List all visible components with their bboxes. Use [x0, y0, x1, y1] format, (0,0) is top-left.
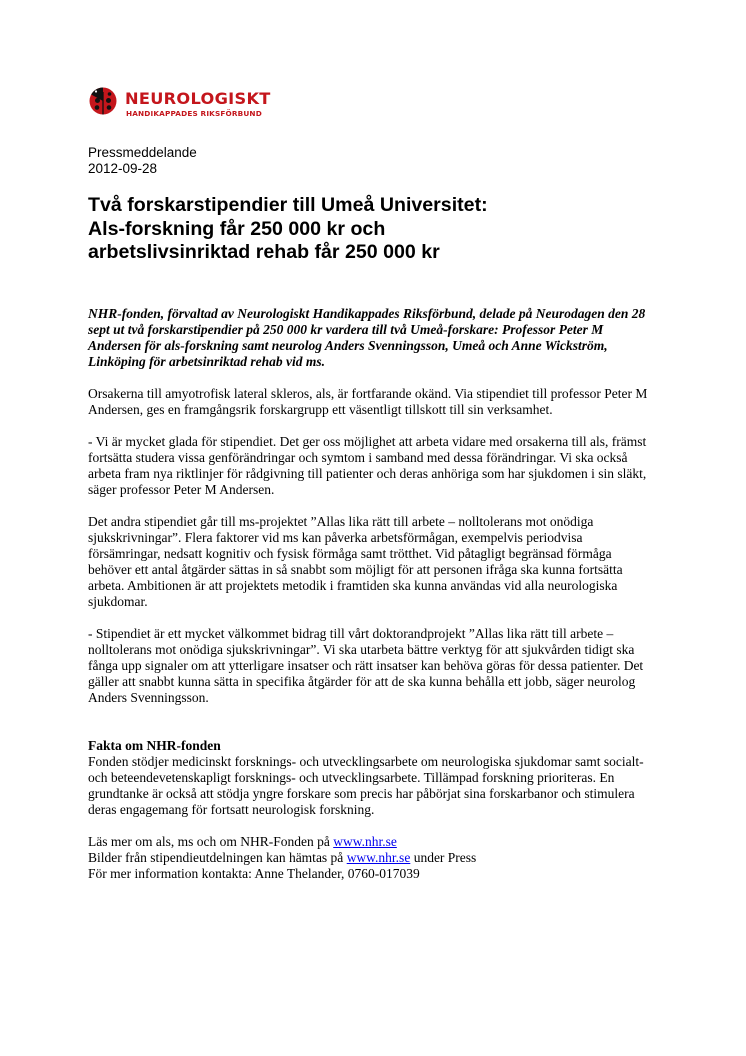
paragraph-ms-project: Det andra stipendiet går till ms-projektet ”Allas lika rätt till arbete – nolltolerans mot onödiga sjukskrivningar”. Flera faktorer vid ms kan påverka arbetsförmågan, exempelvis periodvisa försämringar, nedsatt kognitiv och fysisk förmåga samt trötthet. Vid påtagligt begränsad förmåga behöver ett antal åtgärder sättas in så snabbt som möjligt för att personen ifråga ska kunna fortsätta arbeta. Ambitionen är att projektets metodik i framtiden ska kunna användas vid alla neurologiska sjukdomar. [88, 514, 623, 609]
contact-info [88, 834, 658, 882]
nhr-logo [88, 86, 328, 122]
logo-wordmark: NEUROLOGISKT [125, 89, 271, 108]
document-meta [88, 145, 197, 177]
fakta-heading: Fakta om NHR-fonden [88, 738, 221, 753]
paragraph-andersen-quote: - Vi är mycket glada för stipendiet. Det ger oss möjlighet att arbeta vidare med orsakerna till als, främst fortsätta studera vissa genförändringar och symtom i samband med dessa förändringar. Vi ska också arbeta fram nya riktlinjer för rådgivning till patienter och deras anhöriga som har sjukdomen i sin släkt, säger professor Peter M Andersen. [88, 434, 647, 497]
page-title [88, 194, 648, 265]
title-line-1: Två forskarstipendier till Umeå Universitet: [88, 194, 488, 216]
document-date: 2012-09-28 [88, 161, 158, 176]
read-more-text: Läs mer om als, ms och om NHR-Fonden på [88, 834, 334, 849]
fakta-paragraph: Fonden stödjer medicinskt forsknings- och utvecklingsarbete om neurologiska sjukdomar samt socialt- och beteendevetenskapligt forsknings- och utvecklingsarbete. Tillämpad forskning prioriteras. En grundtanke är också att stödja yngre forskare som precis har påbörjat sina forskarbanor och stimulera deras engagemang för fortsatt neurologisk forskning. [88, 754, 644, 817]
images-text: Bilder från stipendieutdelningen kan hämtas på [88, 850, 347, 865]
title-line-3: arbetslivsinriktad rehab får 250 000 kr [88, 241, 440, 263]
contact-line-read-more [88, 834, 658, 850]
contact-line-person: För mer information kontakta: Anne Thelander, 0760-017039 [88, 866, 420, 881]
contact-line-images [88, 850, 658, 866]
ladybug-icon [88, 86, 118, 116]
paragraph-als-intro: Orsakerna till amyotrofisk lateral skleros, als, är fortfarande okänd. Via stipendiet till professor Peter M Andersen, ges en framgångsrik forskargrupp ett väsentligt tillskott till sin verksamhet. [88, 386, 648, 417]
nhr-press-link[interactable]: www.nhr.se [346, 850, 411, 865]
article-body [88, 306, 658, 882]
document-type: Pressmeddelande [88, 145, 197, 160]
title-line-2: Als-forskning får 250 000 kr och [88, 217, 386, 240]
logo-subtitle: HANDIKAPPADES RIKSFÖRBUND [126, 109, 262, 118]
images-suffix: under Press [410, 850, 477, 865]
nhr-website-link[interactable]: www.nhr.se [333, 834, 397, 849]
paragraph-svenningsson-quote: - Stipendiet är ett mycket välkommet bidrag till vårt doktorandprojekt ”Allas lika rätt till arbete – nolltolerans mot onödiga sjukskrivningar”. Vi ska utarbeta bättre verktyg för att sjukvården tidigt ska fånga upp signaler om att ytterligare insatser och rätt insatser kan behöva göras för dessa patienter. Det gäller att snabbt kunna sätta in specifika åtgärder för att de ska kunna behålla ett jobb, säger neurolog Anders Svenningsson. [88, 626, 644, 705]
lead-paragraph: NHR-fonden, förvaltad av Neurologiskt Handikappades Riksförbund, delade på Neurodagen den 28 sept ut två forskarstipendier på 250 000 kr vardera till två Umeå-forskare: Professor Peter M Andersen för als-forskning samt neurolog Anders Svenningsson, Umeå och Anne Wickström, Linköping för arbetsinriktad rehab vid ms. [88, 306, 646, 369]
